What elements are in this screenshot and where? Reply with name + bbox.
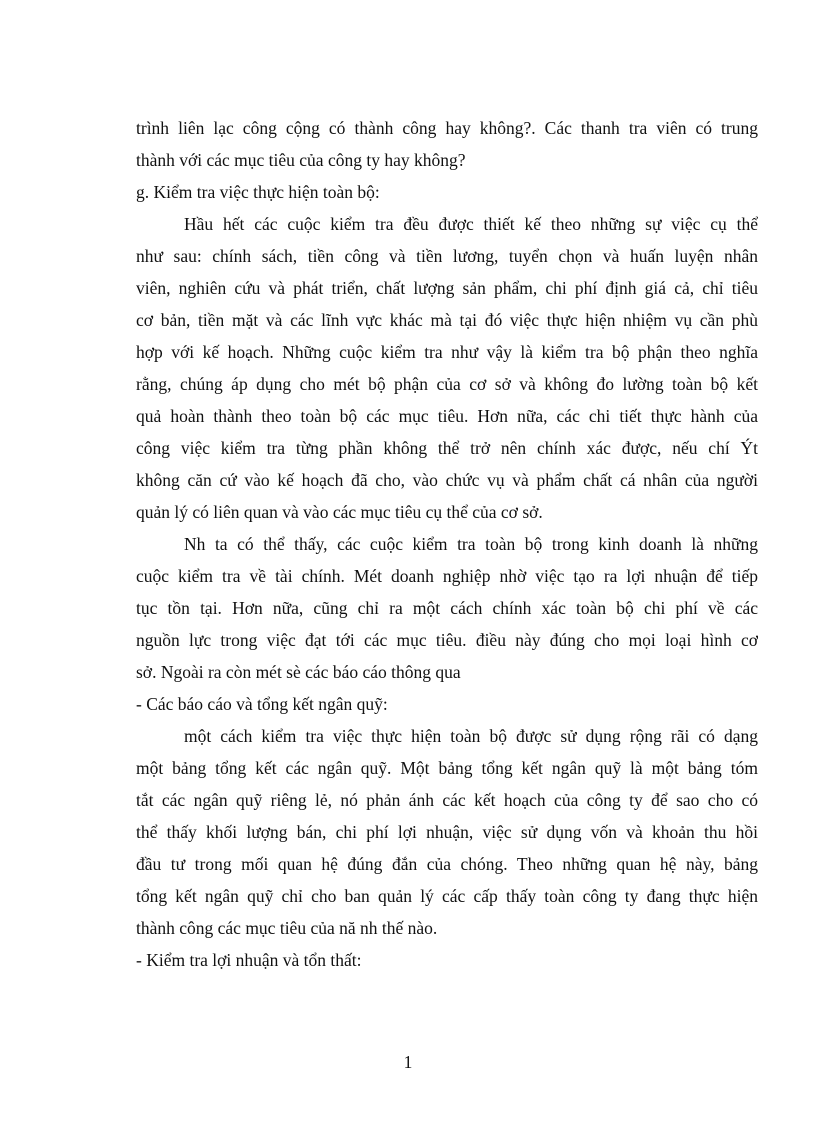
text-line: tục tồn tại. Hơn nữa, cũng chỉ ra một cách chính xác toàn bộ chi phí về các (136, 598, 758, 618)
text-line: cuộc kiểm tra về tài chính. Mét doanh nghiệp nhờ việc tạo ra lợi nhuận để tiếp (136, 566, 758, 586)
text-line: hợp với kế hoạch. Những cuộc kiểm tra như vậy là kiểm tra bộ phận theo nghĩa (136, 342, 758, 362)
paragraph-financial-control (136, 528, 758, 688)
text-line: một bảng tổng kết các ngân quỹ. Một bảng tổng kết ngân quỹ là một bảng tóm (136, 758, 758, 778)
text-line: như sau: chính sách, tiền công và tiền lương, tuyển chọn và huấn luyện nhân (136, 246, 758, 266)
text-line: sở. Ngoài ra còn mét sè các báo cáo thông qua (136, 662, 461, 682)
page-number: 1 (403, 1052, 413, 1072)
text-line: thành công các mục tiêu của nă nh thế nào. (136, 918, 438, 938)
text-line: đầu tư trong mối quan hệ đúng đắn của chóng. Theo những quan hệ này, bảng (136, 854, 758, 874)
paragraph-budget-summary (136, 720, 758, 944)
text-line: một cách kiểm tra việc thực hiện toàn bộ được sử dụng rộng rãi có dạng (184, 726, 758, 746)
text-line: tổng kết ngân quỹ chỉ cho ban quản lý các cấp thấy toàn công ty đang thực hiện (136, 886, 758, 906)
text-line: thể thấy khối lượng bán, chi phí lợi nhuận, việc sử dụng vốn và khoản thu hồi (136, 822, 758, 842)
text-line: tắt các ngân quỹ riêng lẻ, nó phản ánh các kết hoạch của công ty để sao cho có (136, 790, 758, 810)
text-line: rằng, chúng áp dụng cho mét bộ phận của cơ sở và không đo lường toàn bộ kết (136, 374, 758, 394)
text-line: Hầu hết các cuộc kiểm tra đều được thiết kế theo những sự việc cụ thể (184, 214, 758, 234)
section-heading-reports: - Các báo cáo và tổng kết ngân quỹ: (136, 694, 388, 714)
text-line: quản lý có liên quan và vào các mục tiêu cụ thể của cơ sở. (136, 502, 543, 522)
text-line: quả hoàn thành theo toàn bộ các mục tiêu. Hơn nữa, các chi tiết thực hành của (136, 406, 758, 426)
text-line: viên, nghiên cứu và phát triển, chất lượng sản phẩm, chi phí định giá cả, chỉ tiêu (136, 278, 758, 298)
section-heading-profit: - Kiểm tra lợi nhuận và tổn thất: (136, 950, 362, 970)
text-line: công việc kiểm tra từng phần không thể trở nên chính xác được, nếu chí Ýt (136, 438, 758, 458)
section-heading-g: g. Kiểm tra việc thực hiện toàn bộ: (136, 182, 380, 202)
text-line: nguồn lực trong việc đạt tới các mục tiêu. điều này đúng cho mọi loại hình cơ (136, 630, 758, 650)
text-line: không căn cứ vào kế hoạch đã cho, vào chức vụ và phẩm chất cá nhân của người (136, 470, 758, 490)
text-line: cơ bản, tiền mặt và các lĩnh vực khác mà tại đó việc thực hiện nhiệm vụ cần phù (136, 310, 758, 330)
document-body (136, 112, 758, 976)
text-line: Nh ta có thể thấy, các cuộc kiểm tra toàn bộ trong kinh doanh là những (184, 534, 758, 554)
paragraph-overall-control (136, 208, 758, 528)
text-line: thành với các mục tiêu của công ty hay không? (136, 150, 466, 170)
text-line: trình liên lạc công cộng có thành công hay không?. Các thanh tra viên có trung (136, 118, 758, 138)
